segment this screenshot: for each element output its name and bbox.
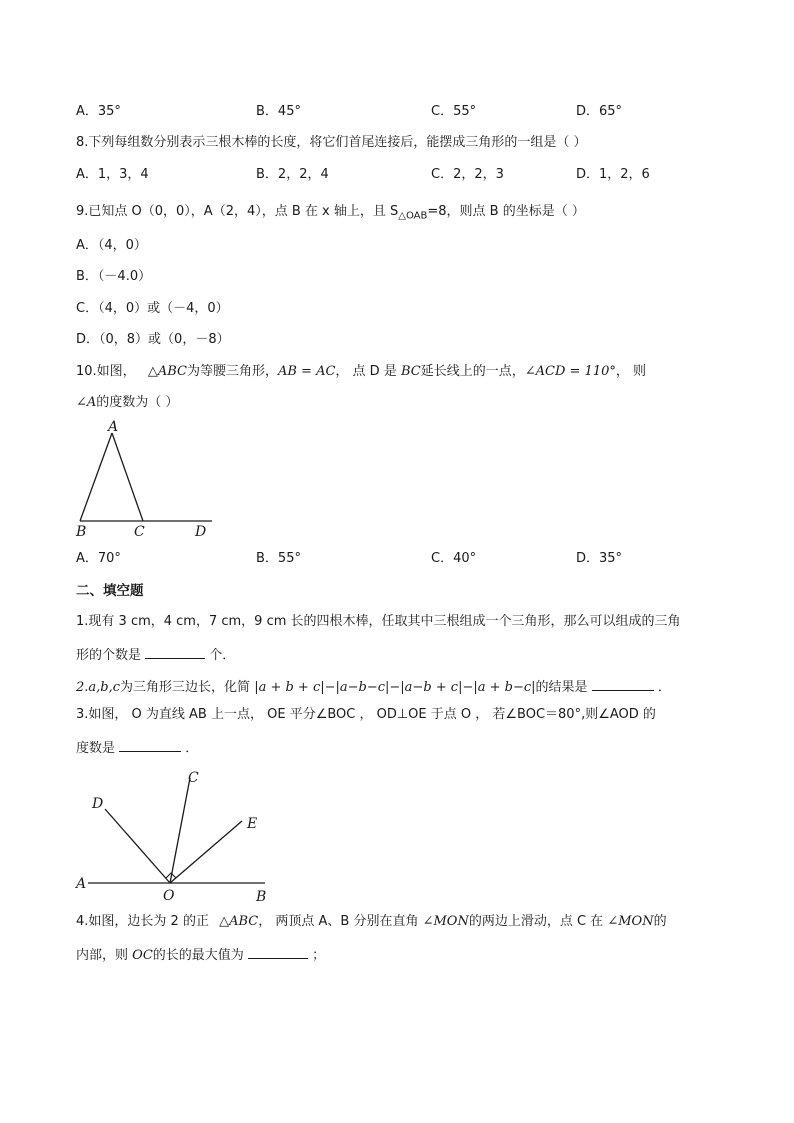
q10-option-a: A．70° bbox=[76, 551, 121, 566]
q8-stem: 8.下列每组数分别表示三根木棒的长度，将它们首尾连接后，能摆成三角形的一组是（ ） bbox=[76, 135, 587, 150]
f4-answer-blank[interactable] bbox=[248, 944, 308, 959]
q10-math-bc: BC bbox=[400, 364, 421, 379]
q9-stem bbox=[76, 203, 585, 226]
q10-option-d: D．35° bbox=[576, 551, 623, 566]
q10-text-5: ， 则 bbox=[615, 364, 647, 379]
q9-option-b: B．（－4.0） bbox=[76, 269, 152, 284]
q9-stem-part1: 9.已知点 O（0，0），A（2，4），点 B 在 x 轴上，且 S bbox=[76, 204, 399, 219]
q10-math-triangle: △ABC bbox=[147, 364, 187, 379]
q10-label-c: C bbox=[134, 524, 145, 540]
q8-option-a: A．1，3，4 bbox=[76, 167, 149, 182]
q10-option-b: B．55° bbox=[256, 551, 301, 566]
q10-triangle-figure bbox=[70, 418, 220, 543]
f3-label-c: C bbox=[188, 770, 199, 786]
f3-line2-post: ． bbox=[185, 741, 199, 756]
f1-line2-post: 个． bbox=[209, 648, 236, 663]
f4-math-oc: OC bbox=[132, 948, 153, 963]
q8-option-b: B．2，2，4 bbox=[256, 167, 329, 182]
q7-option-c: C．55° bbox=[431, 104, 477, 119]
q9-stem-sub: △OAB bbox=[398, 210, 428, 222]
f2-text-1: 为三角形三边长，化简 bbox=[120, 680, 251, 695]
q9-option-d: D．（0，8）或（0，－8） bbox=[76, 332, 230, 347]
fill-question-2 bbox=[76, 676, 671, 697]
f3-line2 bbox=[76, 737, 198, 758]
f4-line1 bbox=[76, 913, 667, 931]
q10-label-a: A bbox=[108, 419, 119, 435]
q10-text-6: 的度数为（ ） bbox=[96, 395, 179, 410]
f2-text-3: ． bbox=[657, 680, 671, 695]
q9-option-c: C．（4，0）或（－4，0） bbox=[76, 301, 229, 316]
f2-text-2: 的结果是 bbox=[535, 680, 588, 695]
f4-line2-post: ； bbox=[312, 948, 326, 963]
f4-math-triangle: △ABC bbox=[219, 914, 259, 929]
q7-option-b: B．45° bbox=[256, 104, 301, 119]
q10-label-b: B bbox=[76, 524, 87, 540]
f3-label-e: E bbox=[247, 816, 258, 832]
f4-text-2: ， 两顶点 A、B 分别在直角 bbox=[258, 914, 419, 929]
q7-option-d: D．65° bbox=[576, 104, 623, 119]
q10-text-1: 10.如图， bbox=[76, 364, 136, 379]
q10-math-ab-ac: AB = AC bbox=[277, 364, 336, 379]
f3-label-d: D bbox=[92, 796, 104, 812]
f3-line1: 3.如图， O 为直线 AB 上一点， OE 平分∠BOC ， OD⊥OE 于点 O ， 若∠BOC＝80°,则∠AOD 的 bbox=[76, 707, 656, 722]
q10-text-3: ， 点 D 是 bbox=[335, 364, 397, 379]
q9-option-a: A．（4，0） bbox=[76, 238, 147, 253]
f3-answer-blank[interactable] bbox=[119, 737, 181, 752]
f4-line2-pre: 内部，则 bbox=[76, 948, 129, 963]
q10-option-c: C．40° bbox=[431, 551, 477, 566]
f3-label-o: O bbox=[163, 888, 175, 902]
f4-line2-mid: 的长的最大值为 bbox=[152, 948, 244, 963]
f2-math-abc: 2.a,b,c bbox=[76, 680, 121, 695]
q8-option-c: C．2，2，3 bbox=[431, 167, 504, 182]
q10-math-angle-a: ∠A bbox=[76, 395, 97, 410]
f1-answer-blank[interactable] bbox=[145, 644, 205, 659]
q10-label-d: D bbox=[195, 524, 207, 540]
q10-stem-line2 bbox=[76, 394, 178, 412]
f4-math-mon-2: ∠MON bbox=[607, 914, 654, 929]
q10-math-acd: ∠ACD = 110° bbox=[524, 364, 616, 379]
f1-line1: 1.现有 3 cm，4 cm，7 cm，9 cm 长的四根木棒，任取其中三根组成一个三角形，那么可以组成的三角 bbox=[76, 614, 681, 629]
f2-expression: |a + b + c|−|a−b−c|−|a−b + c|−|a + b−c| bbox=[254, 680, 536, 695]
f1-line2-pre: 形的个数是 bbox=[76, 648, 142, 663]
q10-text-2: 为等腰三角形， bbox=[186, 364, 278, 379]
q8-option-d: D．1，2，6 bbox=[576, 167, 650, 182]
f4-text-1: 4.如图，边长为 2 的正 bbox=[76, 914, 209, 929]
f2-answer-blank[interactable] bbox=[592, 676, 654, 691]
section-title: 二、填空题 bbox=[76, 583, 144, 599]
f3-label-a: A bbox=[76, 876, 87, 892]
q10-stem-line1 bbox=[76, 363, 646, 381]
q7-option-a: A．35° bbox=[76, 104, 121, 119]
f4-line2 bbox=[76, 944, 325, 965]
f4-text-3: 的两边上滑动，点 C 在 bbox=[468, 914, 604, 929]
f3-label-b: B bbox=[256, 889, 267, 902]
q9-stem-part2: =8，则点 B 的坐标是（ ） bbox=[427, 204, 585, 219]
f4-math-mon-1: ∠MON bbox=[422, 914, 469, 929]
f3-line2-pre: 度数是 bbox=[76, 741, 116, 756]
f3-angle-figure bbox=[70, 762, 280, 902]
f1-line2 bbox=[76, 644, 235, 665]
f4-text-4: 的 bbox=[653, 914, 667, 929]
q10-text-4: 延长线上的一点， bbox=[420, 364, 525, 379]
